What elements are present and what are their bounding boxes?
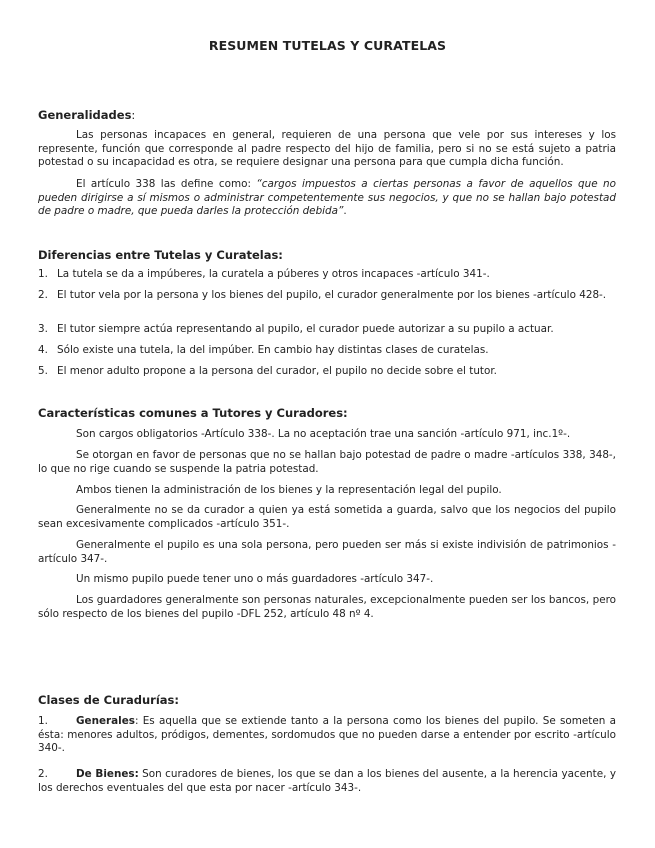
section-heading-caracteristicas: Características comunes a Tutores y Curadores: bbox=[38, 406, 348, 420]
list-item bbox=[38, 768, 616, 795]
list-item-text: El tutor vela por la persona y los bienes del pupilo, el curador generalmente por los bienes -artículo 428-. bbox=[57, 289, 607, 301]
generalidades-heading-text: Generalidades bbox=[38, 108, 132, 122]
article-338-end: . bbox=[343, 205, 347, 217]
list-item-number: 1. bbox=[38, 715, 48, 727]
list-item-term: De Bienes: bbox=[76, 768, 139, 780]
list-item-text: La tutela se da a impúberes, la curatela a púberes y otros incapaces -artículo 341-. bbox=[57, 268, 490, 280]
list-item-number: 2. bbox=[38, 289, 48, 301]
list-item-text: Son curadores de bienes, los que se dan a los bienes del ausente, a la herencia yacente, y los derechos eventuales del que esta por nacer -artículo 343-. bbox=[38, 768, 617, 794]
caracteristicas-paragraph: Se otorgan en favor de personas que no se hallan bajo potestad de padre o madre -artículos 338, 348-, lo que no rige cuando se suspende la patria potestad. bbox=[38, 449, 616, 475]
list-item-text: El tutor siempre actúa representando al pupilo, el curador puede autorizar a su pupilo a actuar. bbox=[57, 323, 554, 335]
caracteristicas-paragraph: Un mismo pupilo puede tener uno o más guardadores -artículo 347-. bbox=[76, 573, 434, 585]
list-item-number: 5. bbox=[38, 365, 48, 377]
list-item bbox=[38, 289, 616, 303]
generalidades-paragraph-1: Las personas incapaces en general, requieren de una persona que vele por sus intereses y los represente, función que corresponde al padre respecto del hijo de familia, pero si no se está sujeto a patria potestad o su incapacidad es otra, se requiere designar una persona para que cumpla dicha función. bbox=[38, 129, 616, 168]
list-item bbox=[38, 344, 616, 358]
section-heading-diferencias: Diferencias entre Tutelas y Curatelas: bbox=[38, 248, 283, 262]
list-item bbox=[38, 715, 616, 756]
section-heading-generalidades bbox=[38, 108, 135, 122]
section-heading-clases: Clases de Curadurías: bbox=[38, 693, 179, 707]
list-item-text: : Es aquella que se extiende tanto a la persona como los bienes del pupilo. Se someten a ésta: menores adultos, pródigos, dementes, sordomudos que no pueden darse a entender por escrito -artículo 340-. bbox=[38, 715, 616, 754]
list-item-number: 2. bbox=[38, 768, 48, 780]
caracteristicas-paragraph: Los guardadores generalmente son personas naturales, excepcionalmente pueden ser los bancos, pero sólo respecto de los bienes del pupilo -DFL 252, artículo 48 nº 4. bbox=[38, 594, 616, 620]
list-item bbox=[38, 323, 616, 337]
caracteristicas-paragraph: Generalmente no se da curador a quien ya está sometida a guarda, salvo que los negocios del pupilo sean excesivamente complicados -artículo 351-. bbox=[38, 504, 616, 530]
list-item-number: 1. bbox=[38, 268, 48, 280]
list-item-text: El menor adulto propone a la persona del curador, el pupilo no decide sobre el tutor. bbox=[57, 365, 497, 377]
list-item bbox=[38, 365, 616, 379]
generalidades-paragraph-2 bbox=[38, 178, 616, 219]
caracteristicas-paragraph: Ambos tienen la administración de los bienes y la representación legal del pupilo. bbox=[76, 484, 502, 496]
list-item bbox=[38, 268, 616, 282]
list-item-text: Sólo existe una tutela, la del impúber. En cambio hay distintas clases de curatelas. bbox=[57, 344, 489, 356]
list-item-number: 4. bbox=[38, 344, 48, 356]
generalidades-heading-colon: : bbox=[131, 108, 136, 122]
caracteristicas-paragraph: Generalmente el pupilo es una sola persona, pero pueden ser más si existe indivisión de patrimonios -artículo 347-. bbox=[38, 539, 616, 565]
list-item-term: Generales bbox=[76, 715, 135, 727]
list-item-number: 3. bbox=[38, 323, 48, 335]
article-338-intro: El artículo 338 las define como: bbox=[76, 178, 257, 190]
page-title: RESUMEN TUTELAS Y CURATELAS bbox=[208, 38, 447, 53]
article-338-quote: “cargos impuestos a ciertas personas a favor de aquellos que no pueden dirigirse a sí mismos o administrar competentemente sus negocios, y que no se hallan bajo potestad de padre o madre, que pueda darles la protección debida” bbox=[38, 178, 616, 217]
caracteristicas-paragraph: Son cargos obligatorios -Artículo 338-. La no aceptación trae una sanción -artículo 971, inc.1º-. bbox=[76, 428, 571, 440]
